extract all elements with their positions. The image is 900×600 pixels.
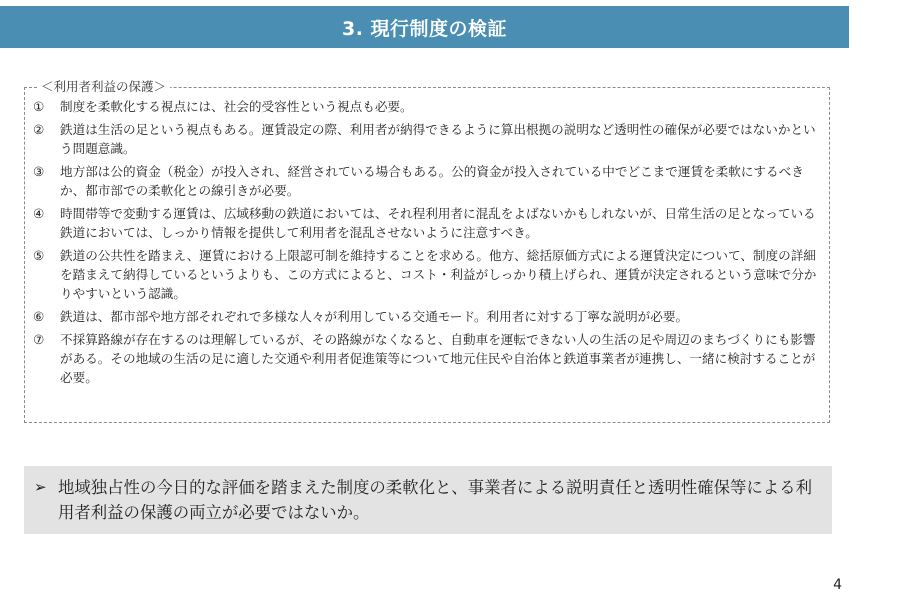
title-bar xyxy=(0,6,849,48)
conclusion-box xyxy=(24,466,832,534)
page-number: 4 xyxy=(833,577,842,593)
item-text: 地方部は公的資金（税金）が投入され、経営されている場合もある。公的資金が投入されている中でどこまで運賃を柔軟にするべきか、都市部での柔軟化との線引きが必要。 xyxy=(60,164,804,198)
user-benefit-box xyxy=(24,79,830,423)
item-text: 不採算路線が存在するのは理解しているが、その路線がなくなると、自動車を運転できない人の生活の足や周辺のまちづくりにも影響がある。その地域の生活の足に適した交通や利用者促進策等について地元住民や自治体と鉄道事業者が連携し、一緒に検討することが必要。 xyxy=(60,332,816,385)
item-number: ⑥ xyxy=(33,308,45,324)
item-number: ② xyxy=(33,122,45,138)
item-text: 制度を柔軟化する視点には、社会的受容性という視点も必要。 xyxy=(60,99,413,114)
item-list xyxy=(33,98,819,392)
item-number: ④ xyxy=(33,206,45,222)
section-label: ＜利用者利益の保護＞ xyxy=(37,78,170,96)
arrow-bullet-icon: ➢ xyxy=(34,478,47,496)
item-number: ③ xyxy=(33,164,45,180)
list-item xyxy=(33,331,819,387)
list-item xyxy=(33,247,819,303)
list-item xyxy=(33,163,819,201)
list-item xyxy=(33,205,819,243)
page-title: 3. 現行制度の検証 xyxy=(341,17,508,40)
item-text: 鉄道は、都市部や地方部それぞれで多様な人々が利用している交通モード。利用者に対する丁寧な説明が必要。 xyxy=(60,308,689,324)
item-text: 鉄道の公共性を踏まえ、運賃における上限認可制を維持することを求める。他方、総括原価方式による運賃決定について、制度の詳細を踏まえて納得しているというよりも、この方式によると、コスト・利益がしっかり積上げられ、運賃が決定されるという意味で分かりやすいという認識。 xyxy=(60,248,817,301)
conclusion-text: 地域独占性の今日的な評価を踏まえた制度の柔軟化と、事業者による説明責任と透明性確保等による利用者利益の保護の両立が必要ではないか。 xyxy=(58,478,812,522)
item-text: 時間帯等で変動する運賃は、広域移動の鉄道においては、それ程利用者に混乱をよばないかもしれないが、日常生活の足となっている鉄道においては、しっかり情報を提供して利用者を混乱させないように注意すべき。 xyxy=(60,206,816,240)
list-item xyxy=(33,308,819,327)
item-number: ① xyxy=(33,99,45,114)
item-number: ⑤ xyxy=(33,248,45,264)
item-number: ⑦ xyxy=(33,332,45,348)
list-item xyxy=(33,98,819,117)
list-item xyxy=(33,121,819,159)
item-text: 鉄道は生活の足という視点もある。運賃設定の際、利用者が納得できるように算出根拠の説明など透明性の確保が必要ではないかという問題意識。 xyxy=(60,122,816,156)
